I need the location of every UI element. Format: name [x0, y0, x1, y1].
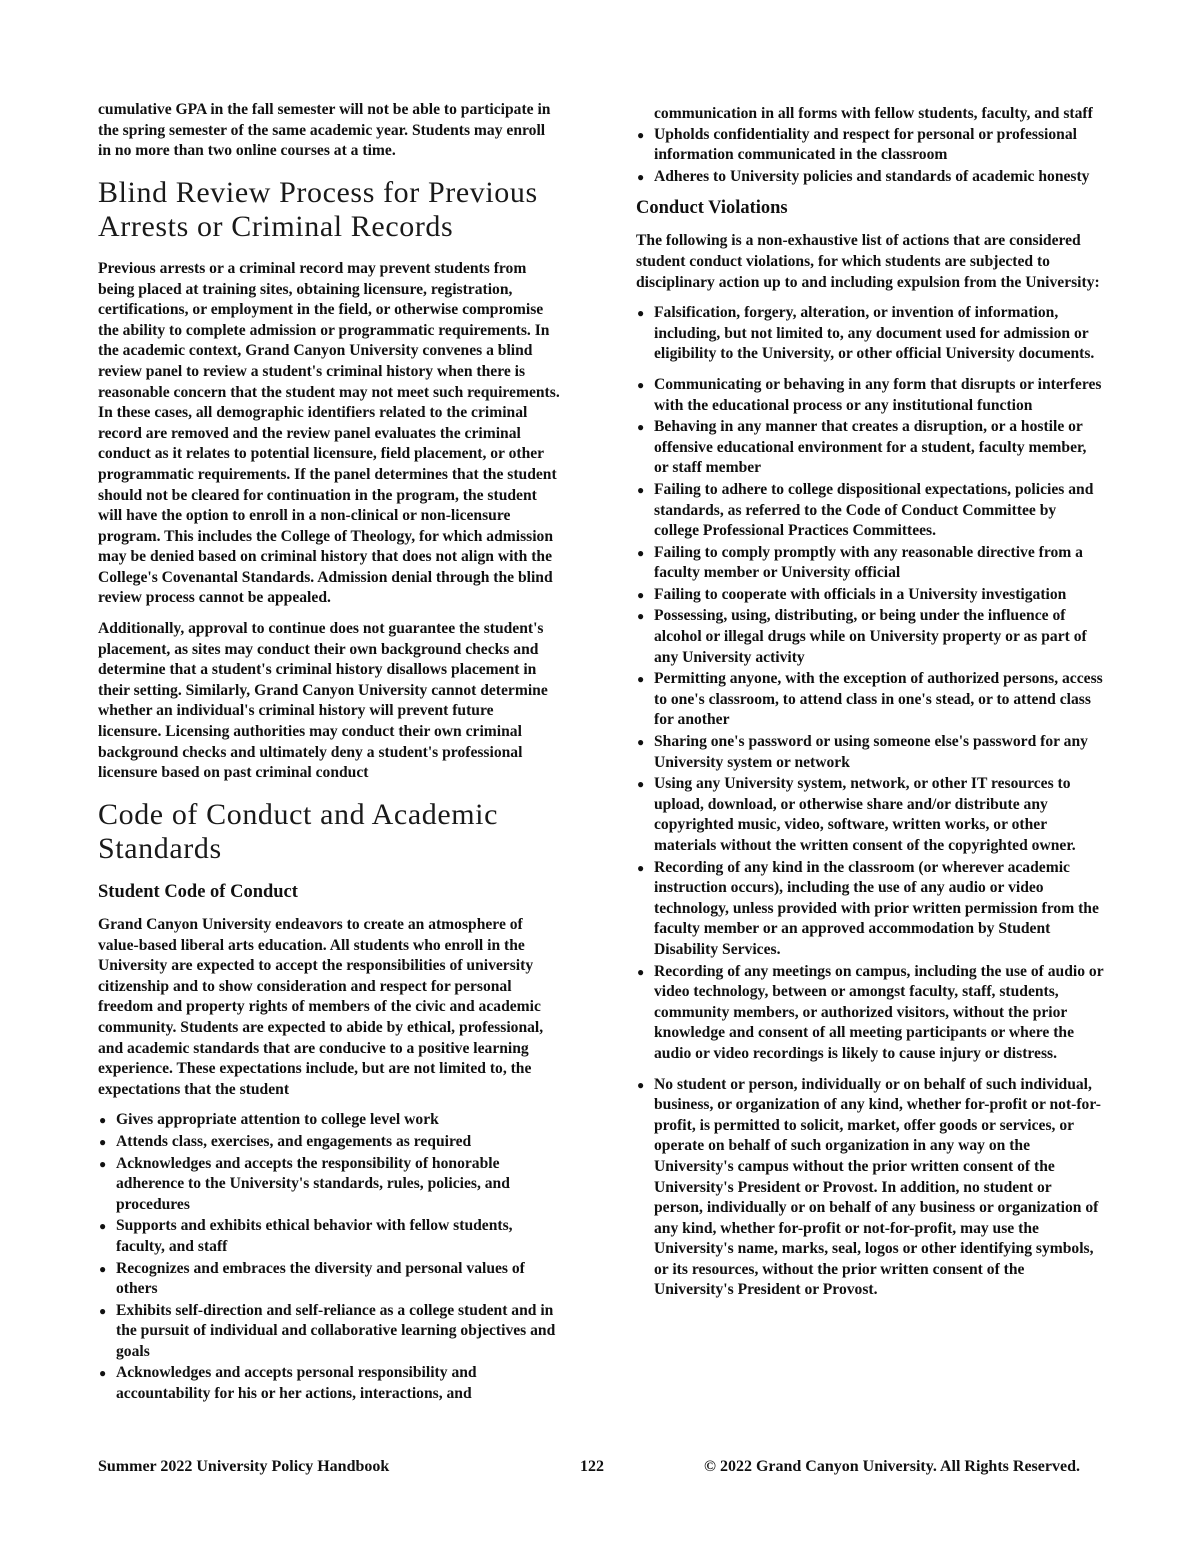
bullet-icon: ●: [99, 1261, 107, 1276]
bullet-icon: ●: [99, 1366, 107, 1381]
list-item: ● No student or person, individually or on behalf of such individual, business, or organization of any kind, whether for-profit or not-for-profit, is permitted to solicit, market, offer goods or services, or operate on behalf of such organization in any way on the University's campus without the prior written consent of the University's President or Provost. In addition, no student or person, individually or on behalf of any business or organization of any kind, whether for-profit or not-for-profit, may use the University's name, marks, seal, logos or other identifying symbols, or its resources, without the prior written consent of the University's President or Provost.: [637, 1075, 1101, 1299]
bullet-icon: ●: [637, 1077, 645, 1092]
bullet-icon: ●: [99, 1219, 107, 1234]
code-paragraph: Grand Canyon University endeavors to create an atmosphere of value-based liberal arts education. All students who enroll in the University are expected to accept the responsibilities of university citizenship and to show consideration and respect for personal freedom and property rights of members of the civic and academic community. Students are expected to abide by ethical, professional, and academic standards that are conducive to a positive learning experience. These expectations include, but are not limited to, the expectations that the student: [98, 916, 544, 1098]
subheading-conduct-violations: Conduct Violations: [636, 198, 788, 219]
bullet-icon: ●: [637, 735, 645, 750]
footer-title: Summer 2022 University Policy Handbook: [98, 1458, 390, 1475]
list-item: ● Behaving in any manner that creates a disruption, or a hostile or offensive educational environment for a student, faculty member, or staff member: [637, 418, 1087, 477]
list-item: ● Exhibits self-direction and self-reliance as a college student and in the pursuit of individual and collaborative learning objectives and goals: [99, 1301, 556, 1360]
bullet-icon: ●: [637, 860, 645, 875]
intro-paragraph: cumulative GPA in the fall semester will not be able to participate in the spring semester of the same academic year. Students may enroll in no more than two online courses at a time.: [98, 101, 551, 160]
list-item: ● Gives appropriate attention to college level work: [98, 1110, 560, 1131]
violations-list: [636, 303, 1104, 1301]
bullet-icon: ●: [637, 777, 645, 792]
bullet-icon: ●: [637, 420, 645, 435]
list-item: ● Sharing one's password or using someone else's password for any University system or network: [637, 733, 1088, 771]
list-item: ● Recognizes and embraces the diversity and personal values of others: [99, 1259, 525, 1298]
list-item: ● Falsification, forgery, alteration, or invention of information, including, but not limited to, any document used for admission or eligibility to the University, or other official University documents.: [637, 304, 1095, 363]
bullet-icon: ●: [637, 609, 645, 624]
list-item: ● Failing to comply promptly with any reasonable directive from a faculty member or University official: [637, 543, 1083, 582]
bullet-icon: ●: [637, 377, 645, 392]
list-item: ● Communicating or behaving in any form that disrupts or interferes with the educational process or any institutional function: [637, 375, 1102, 414]
bullet-icon: ●: [637, 482, 645, 497]
heading-blind-review: Blind Review Process for Previous Arrests or Criminal Records: [98, 175, 538, 244]
bullet-icon: ●: [637, 169, 645, 184]
bullet-icon: ●: [99, 1113, 107, 1128]
bullet-icon: ●: [637, 127, 645, 142]
bullet-icon: ●: [99, 1303, 107, 1318]
subheading-student-code: Student Code of Conduct: [98, 882, 298, 902]
list-item: ● Possessing, using, distributing, or being under the influence of alcohol or illegal drugs while on University property or as part of any University activity: [637, 607, 1087, 666]
list-item: ● Using any University system, network, or other IT resources to upload, download, or otherwise share and/or distribute any copyrighted music, video, software, written works, or other materials without the written consent of the copyrighted owner.: [637, 775, 1076, 854]
list-item: ● Acknowledges and accepts the responsibility of honorable adherence to the University's standards, rules, policies, and procedures: [99, 1154, 510, 1213]
bullet-icon: ●: [637, 306, 645, 321]
footer-copyright: © 2022 Grand Canyon University. All Rights Reserved.: [704, 1458, 1080, 1475]
continuation-text: communication in all forms with fellow students, faculty, and staff: [654, 105, 1093, 122]
list-item: ● Failing to adhere to college dispositional expectations, policies and standards, as referred to the Code of Conduct Committee by college Professional Practices Committees.: [637, 480, 1094, 540]
bullet-icon: ●: [99, 1134, 107, 1149]
list-item: ● Upholds confidentiality and respect for personal or professional information communicated in the classroom: [637, 125, 1077, 164]
bullet-icon: ●: [637, 672, 645, 687]
list-item: ● Supports and exhibits ethical behavior with fellow students, faculty, and staff: [99, 1217, 513, 1255]
expectations-list: [98, 1110, 560, 1404]
violations-intro: The following is a non-exhaustive list of actions that are considered student conduct violations, for which students are subjected to disciplinary action up to and including expulsion from the University:: [636, 232, 1100, 291]
bullet-icon: ●: [99, 1156, 107, 1171]
list-item: ● Permitting anyone, with the exception of authorized persons, access to one's classroom, to attend class in one's stead, or to attend class for another: [637, 670, 1103, 729]
list-item: ● Acknowledges and accepts personal responsibility and accountability for his or her actions, interactions, and: [99, 1364, 477, 1403]
bullet-icon: ●: [637, 964, 645, 979]
left-column: [98, 100, 560, 1411]
blind-review-paragraph-1: Previous arrests or a criminal record may prevent students from being placed at training sites, obtaining licensure, registration, certifications, or employment in the field, or otherwise compromise the ability to complete admission or programmatic requirements. In the academic context, Grand Canyon University convenes a blind review panel to review a student's criminal history when there is reasonable concern that the student may not meet such requirements. In these cases, all demographic identifiers related to the criminal record are removed and the review panel evaluates the criminal conduct as it relates to potential licensure, field placement, or other programmatic requirements. If the panel determines that the student should not be cleared for continuation in the program, the student will have the option to enroll in a non-clinical or non-licensure program. This includes the College of Theology, for which admission may be denied based on criminal history that does not align with the College's Covenantal Standards. Admission denial through the blind review process cannot be appealed.: [98, 259, 560, 607]
list-item: ● Adheres to University policies and standards of academic honesty: [636, 167, 1104, 188]
bullet-icon: ●: [637, 587, 645, 602]
list-item: ● Recording of any kind in the classroom (or wherever academic instruction occurs), including the use of any audio or video technology, unless provided with prior written permission from the faculty member or an approved accommodation by Student Disability Services.: [637, 858, 1099, 958]
list-item: ● Failing to cooperate with officials in a University investigation: [636, 585, 1104, 606]
list-item: ● Attends class, exercises, and engagements as required: [98, 1132, 560, 1153]
list-item: ● Recording of any meetings on campus, including the use of audio or video technology, between or amongst faculty, staff, students, community members, or authorized visitors, without the prior knowledge and consent of all meeting participants or where the audio or video recordings is likely to cause injury or distress.: [637, 962, 1104, 1062]
expectations-list-continued: [636, 125, 1104, 188]
bullet-icon: ●: [637, 545, 645, 560]
heading-code-of-conduct: Code of Conduct and Academic Standards: [98, 797, 499, 866]
right-column: [636, 104, 1104, 1307]
page-number: 122: [580, 1458, 604, 1475]
blind-review-paragraph-2: Additionally, approval to continue does not guarantee the student's placement, as sites may conduct their own background checks and determine that a student's criminal history disallows placement in their setting. Similarly, Grand Canyon University cannot determine whether an individual's criminal history will prevent future licensure. Licensing authorities may conduct their own criminal background checks and ultimately deny a student's professional licensure based on past criminal conduct: [98, 620, 548, 782]
